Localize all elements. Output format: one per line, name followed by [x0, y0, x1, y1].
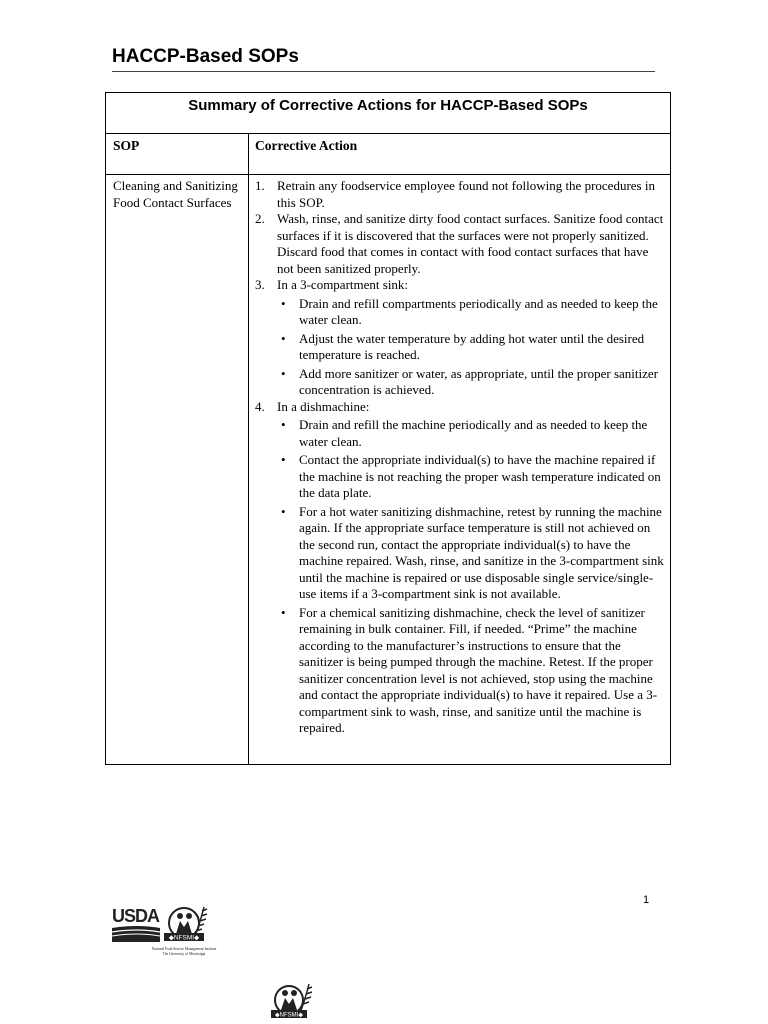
nfsmi-logo: [151, 903, 230, 961]
action-bullet: [255, 504, 667, 603]
action-bullet: [255, 366, 667, 399]
action-number: 3.: [255, 277, 265, 292]
bullet-text: For a hot water sanitizing dishmachine, retest by running the machine again. If the appropriate surface temperature is still not achieved on the second run, contact the appropriate individual(s) to have the machine repaired. Wash, rinse, and sanitize in the 3-compartment sink until the machine is repaired or use disposable single service/single-use items if a 3-compartment sink is not available.: [299, 503, 664, 601]
page-title: HACCP-Based SOPs: [112, 46, 299, 67]
action-bullet: [255, 605, 667, 737]
action-item: [255, 178, 667, 211]
action-bullet: [255, 452, 667, 502]
bullet-icon: •: [281, 604, 286, 620]
action-item: [255, 399, 667, 416]
corrective-actions-table: [105, 92, 671, 765]
bullet-text: Drain and refill the machine periodically and as needed to keep the water clean.: [299, 417, 648, 449]
action-item: [255, 277, 667, 294]
bullet-icon: •: [281, 295, 286, 311]
svg-text:◆NFSMI◆: ◆NFSMI◆: [168, 934, 200, 942]
action-text: In a dishmachine:: [277, 398, 370, 414]
action-number: 2.: [255, 211, 265, 226]
sop-cell: Cleaning and Sanitizing Food Contact Surfaces: [113, 178, 238, 210]
bullet-text: Drain and refill compartments periodically and as needed to keep the water clean.: [299, 295, 658, 327]
column-divider: [248, 134, 249, 764]
svg-text:National Food Service Manageme: National Food Service Management Institute: [151, 947, 217, 951]
bullet-text: Adjust the water temperature by adding hot water until the desired temperature is reached.: [299, 330, 645, 362]
action-number: 1.: [255, 178, 265, 193]
page-number: 1: [643, 894, 650, 906]
column-header-sop: SOP: [113, 138, 140, 153]
bullet-text: For a chemical sanitizing dishmachine, check the level of sanitizer remaining in bulk container. Fill, if needed. “Prime” the machine according to the manufacturer’s instructions to ensure that the sanitizer is being pumped through the machine. Retest. If the proper sanitizer concentration level is not achieved, stop using the machine and contact the appropriate individual(s) to have it repaired. Use a 3-compartment sink to wash, rinse, and sanitize until the machine is repaired.: [299, 604, 658, 735]
bullet-icon: •: [281, 452, 286, 467]
title-divider: [112, 71, 655, 72]
action-item: [255, 211, 667, 277]
bullet-icon: •: [281, 365, 286, 381]
bullet-text: Contact the appropriate individual(s) to have the machine repaired if the machine is not reaching the proper wash temperature indicated on the data plate.: [299, 452, 661, 500]
column-header-corrective-action: Corrective Action: [255, 138, 358, 153]
usda-logo: [112, 904, 162, 944]
bullet-text: Add more sanitizer or water, as appropriate, until the proper sanitizer concentration is achieved.: [299, 365, 659, 397]
action-bullet: [255, 417, 667, 450]
action-bullet: [255, 331, 667, 364]
table-title: Summary of Corrective Actions for HACCP-Based SOPs: [106, 93, 670, 134]
svg-text:The University of Mississippi: The University of Mississippi: [162, 952, 206, 956]
table-header-row: [106, 134, 670, 175]
nfsmi-badge-logo: [269, 982, 321, 1024]
action-text: Retrain any foodservice employee found not following the procedures in this SOP.: [277, 178, 655, 210]
svg-text:USDA: USDA: [112, 906, 160, 926]
action-text: Wash, rinse, and sanitize dirty food contact surfaces. Sanitize food contact surfaces if it is discovered that the surfaces were not properly sanitized. Discard food that comes in contact with food contact surfaces that have not been sanitized properly.: [277, 211, 664, 276]
bullet-icon: •: [281, 417, 286, 432]
bullet-icon: •: [281, 330, 286, 346]
action-number: 4.: [255, 398, 265, 414]
action-text: In a 3-compartment sink:: [277, 277, 409, 292]
corrective-action-list: [255, 178, 667, 737]
svg-text:◆NFSMI◆: ◆NFSMI◆: [275, 1012, 303, 1019]
bullet-icon: •: [281, 503, 286, 519]
action-bullet: [255, 296, 667, 329]
